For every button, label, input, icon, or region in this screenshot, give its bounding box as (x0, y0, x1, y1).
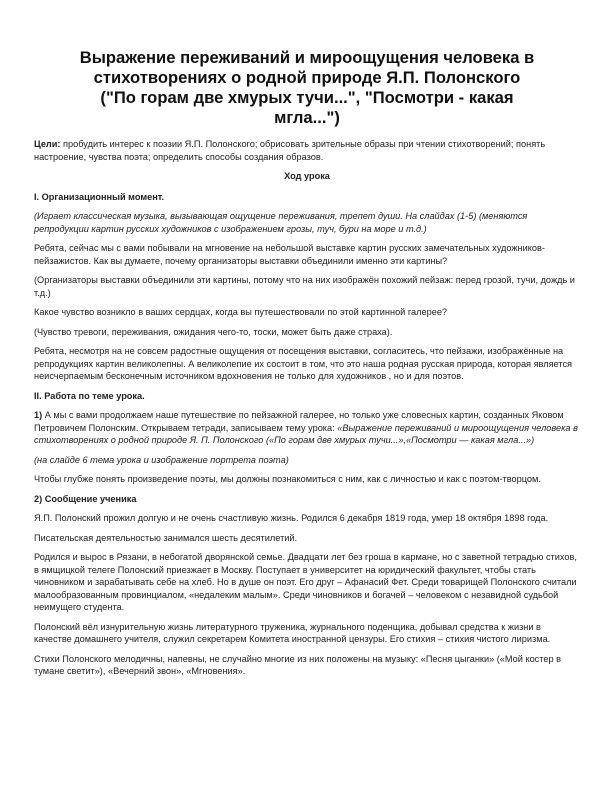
goals-text: пробудить интерес к поэзии Я.П. Полонского; обрисовать зрительные образы при чтении стихотворений; понять настроение, чувства поэта; определить способы создания образов. (34, 139, 546, 162)
section-heading-1: I. Организационный момент. (34, 191, 165, 202)
paragraph: Писательская деятельностью занимался шесть десятилетий. (34, 532, 298, 543)
paragraph: (Чувство тревоги, переживания, ожидания чего-то, тоски, может быть даже страха). (34, 326, 393, 337)
title-line: стихотворениях о родной природе Я.П. Полонского (93, 68, 521, 87)
paragraph: Я.П. Полонский прожил долгую и не очень счастливую жизнь. Родился 6 декабря 1819 года, умер 18 октября 1898 года. (34, 513, 549, 523)
paragraph: Родился и вырос в Рязани, в небогатой дворянской семье. Двадцати лет без гроша в кармане, но с заветной тетрадью стихов, в ямщицкой телеге Полонский приезжает в Москву. Поступает в университет на юридический факультет, чтобы стать чиновником и зарабатывать себе на хлеб. Но в душе он поэт. Его друг – Афанасий Фет. Среди товарищей Полонского считали малообразованным провинциалом, «недалеким малым». Среди чиновников и богачей – человеком с незавидной судьбой неимущего студента. (34, 552, 577, 612)
document-page (34, 48, 580, 685)
stage-direction: (Играет классическая музыка, вызывающая ощущение переживания, трепет души. На слайдах (1-5) (меняются репродукции картин русских художников с изображением грозы, туч, бури на море и т.д.) (34, 211, 528, 234)
paragraph: Стихи Полонского мелодичны, напевны, не случайно многие из них положены на музыку: «Песня цыганки» («Мой костер в тумане светит»), «Вечерний звон», «Мгновения». (34, 653, 562, 676)
paragraph: Ребята, сейчас мы с вами побывали на мгновение на небольшой выставке картин русских замечательных художников-пейзажистов. Как вы думаете, почему организаторы выставки объединили именно эти картины? (34, 243, 545, 266)
paragraph: Какое чувство возникло в ваших сердцах, когда вы путешествовали по этой картинной галерее? (34, 307, 448, 317)
paragraph (34, 409, 580, 447)
paragraph: Ребята, несмотря на не совсем радостные ощущения от посещения выставки, согласитесь, что пейзажи, изображённые на репродукциях картин великолепны. А великолепие их состоит в том, что это наша родная русская природа, которая является неисчерпаемым бесконечным источником вдохновения не только для художников , но и для поэтов. (34, 346, 573, 381)
goals-paragraph (34, 138, 580, 163)
title-line: Выражение переживаний и мироощущения человека в (79, 48, 535, 67)
paragraph (34, 210, 580, 235)
title-line: ("По горам две хмурых тучи...", "Посмотри - какая (100, 88, 514, 107)
paragraph: Полонский вёл изнурительную жизнь литературного труженика, журнального поденщика, добывал средства к жизни в качестве домашнего учителя, служил секретарем Комитета иностранной цензуры. Его стихия – стихия чистого лиризма. (34, 621, 551, 644)
title-line: мгла...") (274, 108, 340, 127)
stage-direction: (на слайде 6 тема урока и изображение портрета поэта) (34, 454, 289, 465)
section-heading-3: 2) Сообщение ученика (34, 493, 137, 504)
item-number: 1) (34, 410, 43, 420)
section-heading-2: II. Работа по теме урока. (34, 390, 145, 401)
paragraph: (Организаторы выставки объединили эти картины, потому что на них изображён похожий пейзаж: перед грозой, тучи, дождь и т.д.) (34, 275, 575, 298)
goals-label: Цели: (34, 139, 61, 149)
lesson-topic: «Выражение переживаний и мироощущения человека в стихотворениях о родной природе Я. П. Полонского («По горам две хмурых тучи...»,«Посмотри — какая мгла...») (34, 422, 578, 445)
paragraph (34, 454, 580, 467)
document-title (34, 48, 580, 128)
paragraph: Чтобы глубже понять произведение поэты, мы должны познакомиться с ним, как с личностью и как с поэтом-творцом. (34, 474, 541, 484)
lesson-heading: Ход урока (284, 171, 330, 181)
paragraph-text: А мы с вами продолжаем наше путешествие по пейзажной галерее, но только уже словесных картин, созданных Яковом Петровичем Полонским. Открываем тетради, записываем тему урока: (34, 410, 564, 433)
